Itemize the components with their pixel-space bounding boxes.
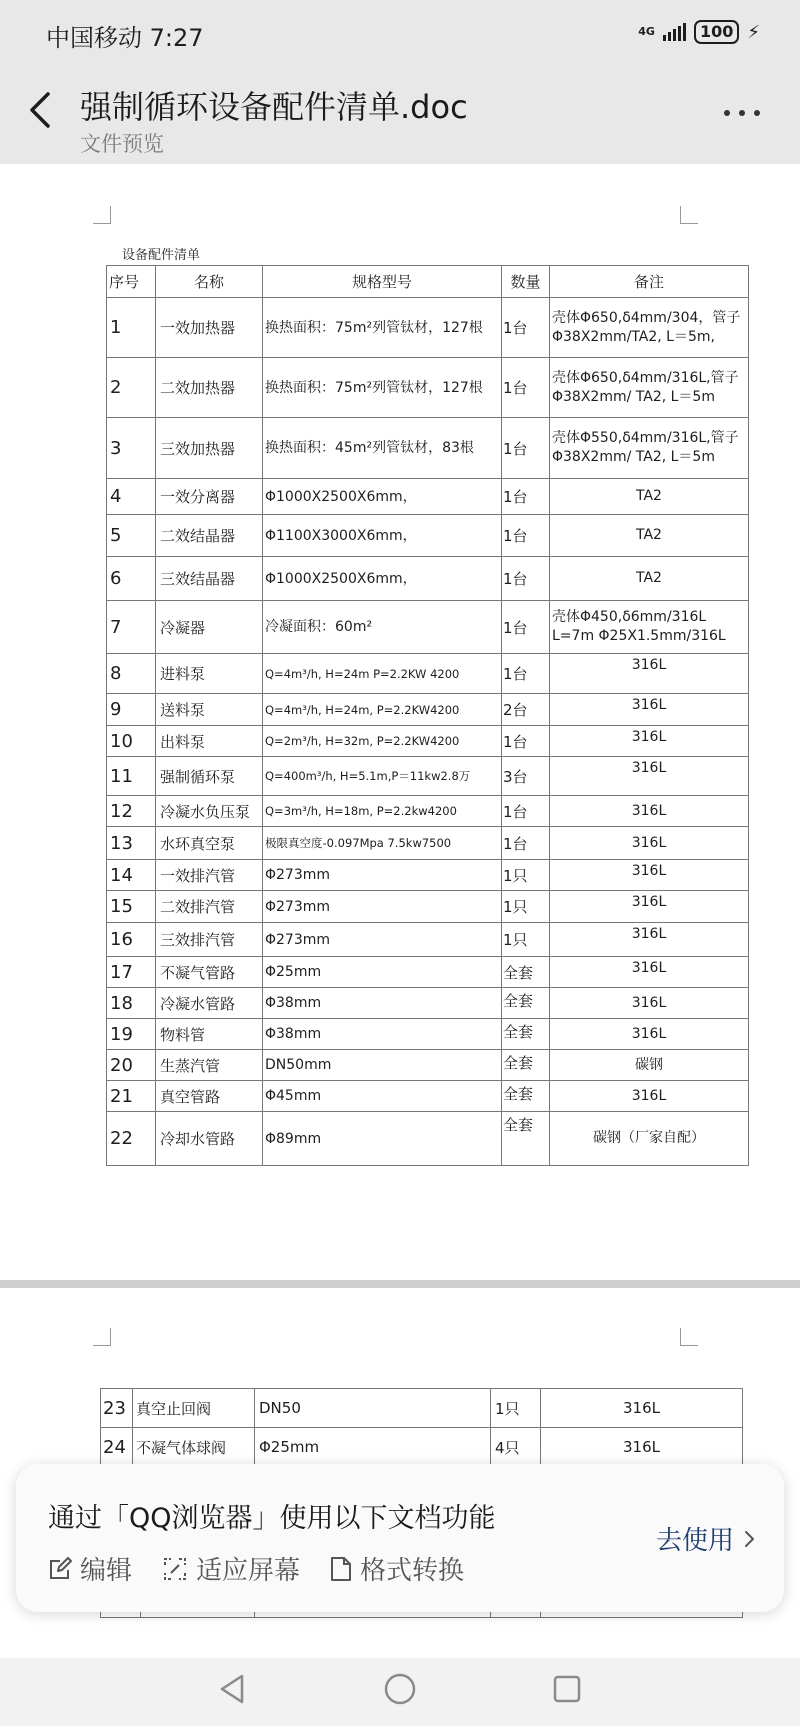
table-row [107, 601, 749, 654]
table-row [107, 1081, 749, 1112]
item-note: 316L [550, 957, 749, 988]
item-name: 二效加热器 [156, 358, 263, 418]
row-number: 16 [107, 923, 156, 957]
equipment-table-continued [100, 1388, 743, 1467]
triangle-back-icon [216, 1672, 248, 1706]
row-number: 8 [107, 654, 156, 694]
item-qty: 全套 [502, 988, 550, 1019]
edit-action[interactable] [48, 1550, 132, 1587]
table-row [107, 418, 749, 479]
table-row [107, 827, 749, 860]
table-row [107, 1019, 749, 1050]
item-note: 316L [550, 827, 749, 860]
item-note: 316L [541, 1389, 743, 1428]
item-qty: 1台 [502, 479, 550, 515]
item-name: 一效排汽管 [156, 860, 263, 891]
table-row [107, 923, 749, 957]
square-recents-icon [551, 1672, 583, 1706]
item-name: 物料管 [156, 1019, 263, 1050]
table-header-row [107, 266, 749, 298]
item-qty: 1只 [502, 923, 550, 957]
item-qty: 全套 [502, 957, 550, 988]
table-row [107, 957, 749, 988]
item-note: 碳钢（厂家自配） [550, 1112, 749, 1166]
item-spec: 冷凝面积：60m² [263, 601, 502, 654]
item-spec: Φ45mm [263, 1081, 502, 1112]
status-bar [0, 0, 800, 66]
item-name: 不凝气管路 [156, 957, 263, 988]
item-spec: Φ38mm [263, 988, 502, 1019]
page-separator [0, 1280, 800, 1288]
item-note: 壳体Φ650,δ4mm/316L,管子Φ38X2mm/ TA2, L＝5m [550, 358, 749, 418]
item-spec: Φ1000X2500X6mm， [263, 557, 502, 601]
row-number: 2 [107, 358, 156, 418]
item-name: 三效加热器 [156, 418, 263, 479]
item-note: 316L [550, 860, 749, 891]
banner-title: 通过「QQ浏览器」使用以下文档功能 [48, 1503, 496, 1534]
item-note: 316L [550, 726, 749, 757]
item-note: 壳体Φ550,δ4mm/316L,管子Φ38X2mm/ TA2, L＝5m [550, 418, 749, 479]
item-note: 316L [550, 694, 749, 726]
item-note: 316L [550, 923, 749, 957]
dot-icon [724, 110, 730, 116]
page-corner-mark [680, 1328, 698, 1346]
item-qty: 1台 [502, 298, 550, 358]
item-qty: 全套 [502, 1019, 550, 1050]
banner-actions [48, 1550, 464, 1587]
item-name: 强制循环泵 [156, 757, 263, 796]
table-row [107, 1112, 749, 1166]
item-qty: 2台 [502, 694, 550, 726]
table-row [101, 1428, 743, 1467]
battery-icon: 100 [694, 20, 739, 44]
document-title: 强制循环设备配件清单.doc [80, 88, 468, 126]
item-qty: 1台 [502, 358, 550, 418]
document-page[interactable] [0, 164, 800, 1280]
item-name: 出料泵 [156, 726, 263, 757]
item-qty: 1只 [502, 860, 550, 891]
row-number: 23 [101, 1389, 133, 1428]
column-header: 数量 [502, 266, 550, 298]
item-name: 真空止回阀 [133, 1389, 255, 1428]
item-qty: 1台 [502, 726, 550, 757]
row-number: 13 [107, 827, 156, 860]
item-spec: 换热面积：45m²列管钛材，83根 [263, 418, 502, 479]
item-qty: 1台 [502, 557, 550, 601]
table-row [107, 479, 749, 515]
table-row [107, 796, 749, 827]
item-qty: 全套 [502, 1112, 550, 1166]
table-row [107, 1050, 749, 1081]
row-number: 21 [107, 1081, 156, 1112]
table-row [107, 726, 749, 757]
page-corner-mark [680, 206, 698, 224]
item-spec: Φ89mm [263, 1112, 502, 1166]
row-number: 17 [107, 957, 156, 988]
item-spec: DN50 [255, 1389, 491, 1428]
item-name: 一效加热器 [156, 298, 263, 358]
fit-screen-label: 适应屏幕 [196, 1556, 301, 1586]
row-number: 10 [107, 726, 156, 757]
go-use-label: 去使用 [655, 1526, 734, 1556]
column-header: 序号 [107, 266, 156, 298]
table-caption: 设备配件清单 [122, 248, 201, 263]
chevron-right-icon [744, 1529, 756, 1549]
item-spec: 换热面积：75m²列管钛材，127根 [263, 358, 502, 418]
item-qty: 3台 [502, 757, 550, 796]
item-spec: Φ273mm [263, 891, 502, 923]
row-number: 9 [107, 694, 156, 726]
home-nav-button[interactable] [383, 1672, 417, 1710]
item-spec: Φ25mm [263, 957, 502, 988]
table-row [107, 988, 749, 1019]
equipment-table [106, 265, 749, 1166]
format-convert-label: 格式转换 [360, 1556, 465, 1586]
item-name: 真空管路 [156, 1081, 263, 1112]
item-note: TA2 [550, 515, 749, 557]
signal-icon [663, 23, 686, 41]
item-qty: 1台 [502, 418, 550, 479]
page-corner-mark [93, 1328, 111, 1346]
row-number: 5 [107, 515, 156, 557]
item-note: 316L [541, 1428, 743, 1467]
item-spec: Q=400m³/h, H=5.1m,P＝11kw2.8万 [263, 757, 502, 796]
item-name: 冷凝器 [156, 601, 263, 654]
item-qty: 1只 [491, 1389, 541, 1428]
item-name: 三效排汽管 [156, 923, 263, 957]
format-convert-action[interactable] [330, 1550, 464, 1587]
row-number: 24 [101, 1428, 133, 1467]
item-qty: 4只 [491, 1428, 541, 1467]
row-number: 14 [107, 860, 156, 891]
dot-icon [739, 110, 745, 116]
item-note: 316L [550, 1081, 749, 1112]
item-qty: 1台 [502, 601, 550, 654]
row-number: 11 [107, 757, 156, 796]
table-row [107, 654, 749, 694]
fit-screen-action[interactable] [162, 1550, 300, 1587]
row-number: 1 [107, 298, 156, 358]
item-spec: Φ1000X2500X6mm， [263, 479, 502, 515]
row-number: 20 [107, 1050, 156, 1081]
item-spec: Q=2m³/h, H=32m, P=2.2KW4200 [263, 726, 502, 757]
table-row [107, 891, 749, 923]
row-number: 6 [107, 557, 156, 601]
item-note: TA2 [550, 479, 749, 515]
chevron-left-icon [24, 86, 60, 134]
item-name: 送料泵 [156, 694, 263, 726]
more-options-button[interactable] [724, 110, 760, 116]
fit-screen-icon [162, 1556, 188, 1582]
page-corner-mark [93, 206, 111, 224]
item-name: 水环真空泵 [156, 827, 263, 860]
edit-icon [48, 1557, 72, 1581]
table-row [107, 298, 749, 358]
item-note: 壳体Φ450,δ6mm/316L L=7m Φ25X1.5mm/316L [550, 601, 749, 654]
table-row [107, 358, 749, 418]
item-qty: 1台 [502, 654, 550, 694]
column-header: 名称 [156, 266, 263, 298]
item-note: 316L [550, 1019, 749, 1050]
item-qty: 全套 [502, 1050, 550, 1081]
row-number: 18 [107, 988, 156, 1019]
item-spec: 极限真空度-0.097Mpa 7.5kw7500 [263, 827, 502, 860]
item-name: 不凝气体球阀 [133, 1428, 255, 1467]
document-subtitle: 文件预览 [80, 132, 164, 156]
item-note: 316L [550, 757, 749, 796]
app-header [0, 66, 800, 164]
document-icon [330, 1556, 352, 1582]
status-icons [638, 20, 760, 44]
carrier-time: 中国移动 7:27 [46, 24, 204, 52]
item-spec: Q=4m³/h, H=24m P=2.2KW 4200 [263, 654, 502, 694]
go-use-button[interactable] [656, 1520, 756, 1557]
item-name: 二效排汽管 [156, 891, 263, 923]
qq-browser-banner [16, 1464, 784, 1612]
item-note: 316L [550, 891, 749, 923]
table-row [107, 515, 749, 557]
item-spec: Q=4m³/h, H=24m, P=2.2KW4200 [263, 694, 502, 726]
item-spec: 换热面积：75m²列管钛材，127根 [263, 298, 502, 358]
item-spec: Φ25mm [255, 1428, 491, 1467]
row-number: 4 [107, 479, 156, 515]
item-name: 三效结晶器 [156, 557, 263, 601]
item-spec: Φ38mm [263, 1019, 502, 1050]
table-row [107, 694, 749, 726]
item-name: 冷却水管路 [156, 1112, 263, 1166]
item-qty: 1只 [502, 891, 550, 923]
recents-nav-button[interactable] [551, 1672, 583, 1710]
row-number: 15 [107, 891, 156, 923]
network-indicator: 4G [638, 25, 655, 38]
item-spec: Φ1100X3000X6mm， [263, 515, 502, 557]
row-number: 19 [107, 1019, 156, 1050]
row-number: 22 [107, 1112, 156, 1166]
table-row [101, 1389, 743, 1428]
item-name: 冷凝水负压泵 [156, 796, 263, 827]
item-qty: 1台 [502, 827, 550, 860]
item-note: 壳体Φ650,δ4mm/304，管子Φ38X2mm/TA2, L＝5m, [550, 298, 749, 358]
item-spec: Q=3m³/h, H=18m, P=2.2kw4200 [263, 796, 502, 827]
back-nav-button[interactable] [216, 1672, 248, 1710]
row-number: 7 [107, 601, 156, 654]
item-note: 316L [550, 654, 749, 694]
table-row [107, 860, 749, 891]
item-note: 碳钢 [550, 1050, 749, 1081]
item-name: 二效结晶器 [156, 515, 263, 557]
item-qty: 全套 [502, 1081, 550, 1112]
circle-home-icon [383, 1672, 417, 1706]
item-qty: 1台 [502, 515, 550, 557]
column-header: 备注 [550, 266, 749, 298]
table-row [107, 557, 749, 601]
column-header: 规格型号 [263, 266, 502, 298]
item-note: 316L [550, 988, 749, 1019]
charging-icon: ⚡ [747, 21, 760, 43]
item-spec: Φ273mm [263, 860, 502, 891]
table-row [107, 757, 749, 796]
item-spec: Φ273mm [263, 923, 502, 957]
item-note: TA2 [550, 557, 749, 601]
dot-icon [754, 110, 760, 116]
item-spec: DN50mm [263, 1050, 502, 1081]
row-number: 3 [107, 418, 156, 479]
system-nav-bar [0, 1658, 800, 1726]
item-name: 冷凝水管路 [156, 988, 263, 1019]
row-number: 12 [107, 796, 156, 827]
item-name: 一效分离器 [156, 479, 263, 515]
item-name: 进料泵 [156, 654, 263, 694]
item-note: 316L [550, 796, 749, 827]
item-name: 生蒸汽管 [156, 1050, 263, 1081]
back-button[interactable] [24, 86, 60, 134]
item-qty: 1台 [502, 796, 550, 827]
edit-label: 编辑 [80, 1556, 133, 1586]
